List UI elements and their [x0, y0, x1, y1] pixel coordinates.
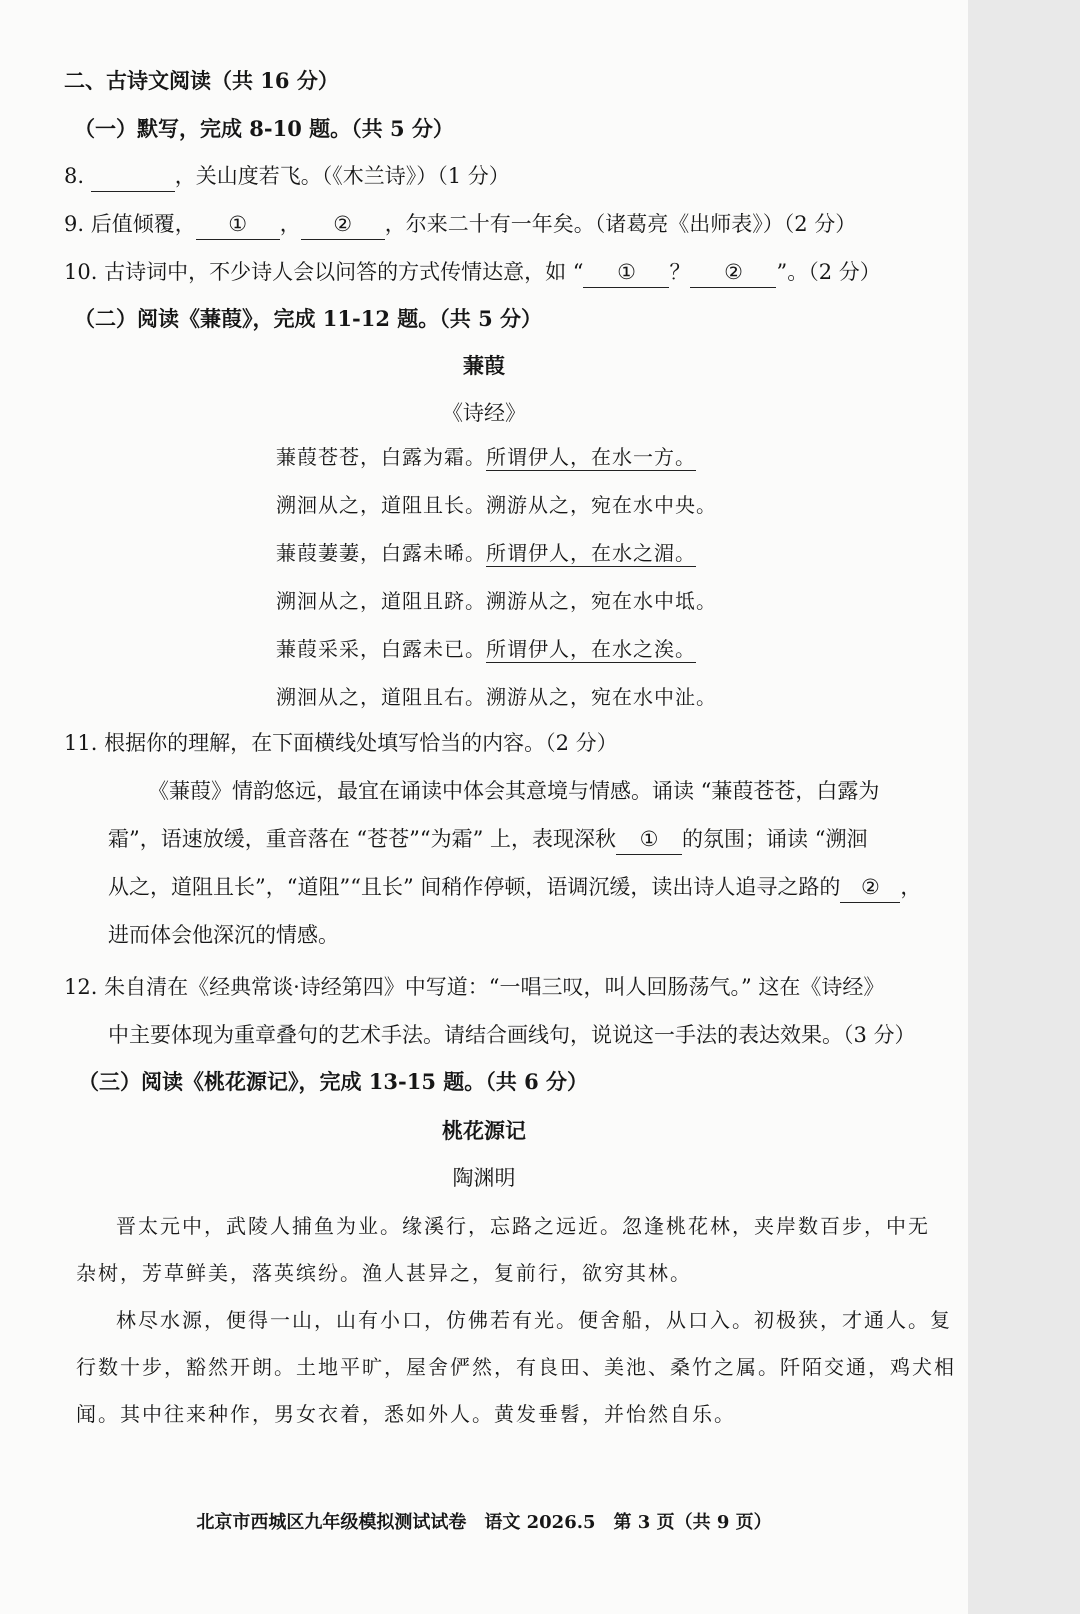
answer-blank-1[interactable]: ① [583, 257, 669, 288]
page-footer: 北京市西城区九年级模拟测试试卷 语文 2026.5 第 3 页（共 9 页） [196, 1512, 772, 1533]
prose-line: 杂树，芳草鲜美，落英缤纷。渔人甚异之，复前行，欲穷其林。 [76, 1261, 692, 1285]
question-8-text: ，关山度若飞。（《木兰诗》）（1 分） [174, 164, 510, 188]
question-8-number: 8. [64, 164, 85, 188]
prose-line: 闻。其中往来种作，男女衣着，悉如外人。黄发垂髫，并怡然自乐。 [76, 1402, 736, 1426]
section-header: 二、古诗文阅读（共 16 分） [64, 68, 339, 93]
poem-line: 蒹葭采采，白露未已。所谓伊人，在水之涘。 [276, 637, 696, 661]
part-header-taohuayuan: （三）阅读《桃花源记》，完成 13-15 题。（共 6 分） [78, 1069, 589, 1094]
question-12: 中主要体现为重章叠句的艺术手法。请结合画线句，说说这一手法的表达效果。（3 分） [108, 1023, 916, 1047]
question-11-text: 霜”，语速放缓，重音落在 “苍苍”“为霜” 上，表现深秋 ① 的氛围；诵读 “溯洄 [108, 824, 867, 855]
question-9-prefix: 9. 后值倾覆， [64, 212, 196, 236]
prose-line: 林尽水源，便得一山，山有小口，仿佛若有光。便舍船，从口入。初极狭，才通人。复 [116, 1308, 952, 1332]
poem-source: 《诗经》 [442, 401, 526, 425]
answer-blank[interactable] [91, 161, 175, 192]
part-header-dictation: （一）默写，完成 8-10 题。（共 5 分） [74, 116, 454, 141]
question-11-text: 进而体会他深沉的情感。 [108, 923, 339, 947]
part-header-jianjia: （二）阅读《蒹葭》，完成 11-12 题。（共 5 分） [74, 306, 543, 331]
prose-author: 陶渊明 [452, 1166, 516, 1190]
question-10-suffix: ”。（2 分） [776, 260, 881, 284]
question-12: 12. 朱自清在《经典常谈·诗经第四》中写道：“一唱三叹，叫人回肠荡气。” 这在《诗经》 [64, 975, 885, 999]
poem-line: 蒹葭苍苍，白露为霜。所谓伊人，在水一方。 [276, 445, 696, 469]
prose-line: 晋太元中，武陵人捕鱼为业。缘溪行，忘路之远近。忽逢桃花林，夹岸数百步，中无 [116, 1214, 930, 1238]
poem-line: 蒹葭萋萋，白露未晞。所谓伊人，在水之湄。 [276, 541, 696, 565]
question-11-text: 从之，道阻且长”，“道阻”“且长” 间稍作停顿，语调沉缓，读出诗人追寻之路的 ② ， [108, 872, 921, 903]
question-10 [64, 257, 881, 288]
poem-line: 溯洄从之，道阻且跻。溯游从之，宛在水中坻。 [276, 589, 717, 613]
question-11-header: 11. 根据你的理解，在下面横线处填写恰当的内容。（2 分） [64, 731, 618, 755]
question-8 [64, 161, 510, 192]
question-10-mid: ？ [669, 260, 691, 284]
poem-line: 溯洄从之，道阻且右。溯游从之，宛在水中沚。 [276, 685, 717, 709]
answer-blank-2[interactable]: ② [840, 872, 900, 903]
question-9-suffix: ，尔来二十有一年矣。（诸葛亮《出师表》）（2 分） [384, 212, 857, 236]
underlined-sentence: 所谓伊人，在水之涘。 [486, 637, 696, 661]
question-9 [64, 209, 856, 240]
question-10-prefix: 10. 古诗词中，不少诗人会以问答的方式传情达意，如 “ [64, 260, 584, 284]
answer-blank-1[interactable]: ① [616, 824, 682, 855]
prose-line: 行数十步，豁然开朗。土地平旷，屋舍俨然，有良田、美池、桑竹之属。阡陌交通，鸡犬相 [76, 1355, 956, 1379]
answer-blank-1[interactable]: ① [196, 209, 280, 240]
prose-title: 桃花源记 [442, 1118, 526, 1143]
question-9-sep: ， [279, 212, 301, 236]
underlined-sentence: 所谓伊人，在水之湄。 [486, 541, 696, 565]
underlined-sentence: 所谓伊人，在水一方。 [486, 445, 696, 469]
answer-blank-2[interactable]: ② [690, 257, 776, 288]
poem-title: 蒹葭 [463, 353, 505, 378]
question-11-text: 《蒹葭》情韵悠远，最宜在诵读中体会其意境与情感。诵读 “蒹葭苍苍，白露为 [148, 779, 880, 803]
answer-blank-2[interactable]: ② [301, 209, 385, 240]
poem-line: 溯洄从之，道阻且长。溯游从之，宛在水中央。 [276, 493, 717, 517]
